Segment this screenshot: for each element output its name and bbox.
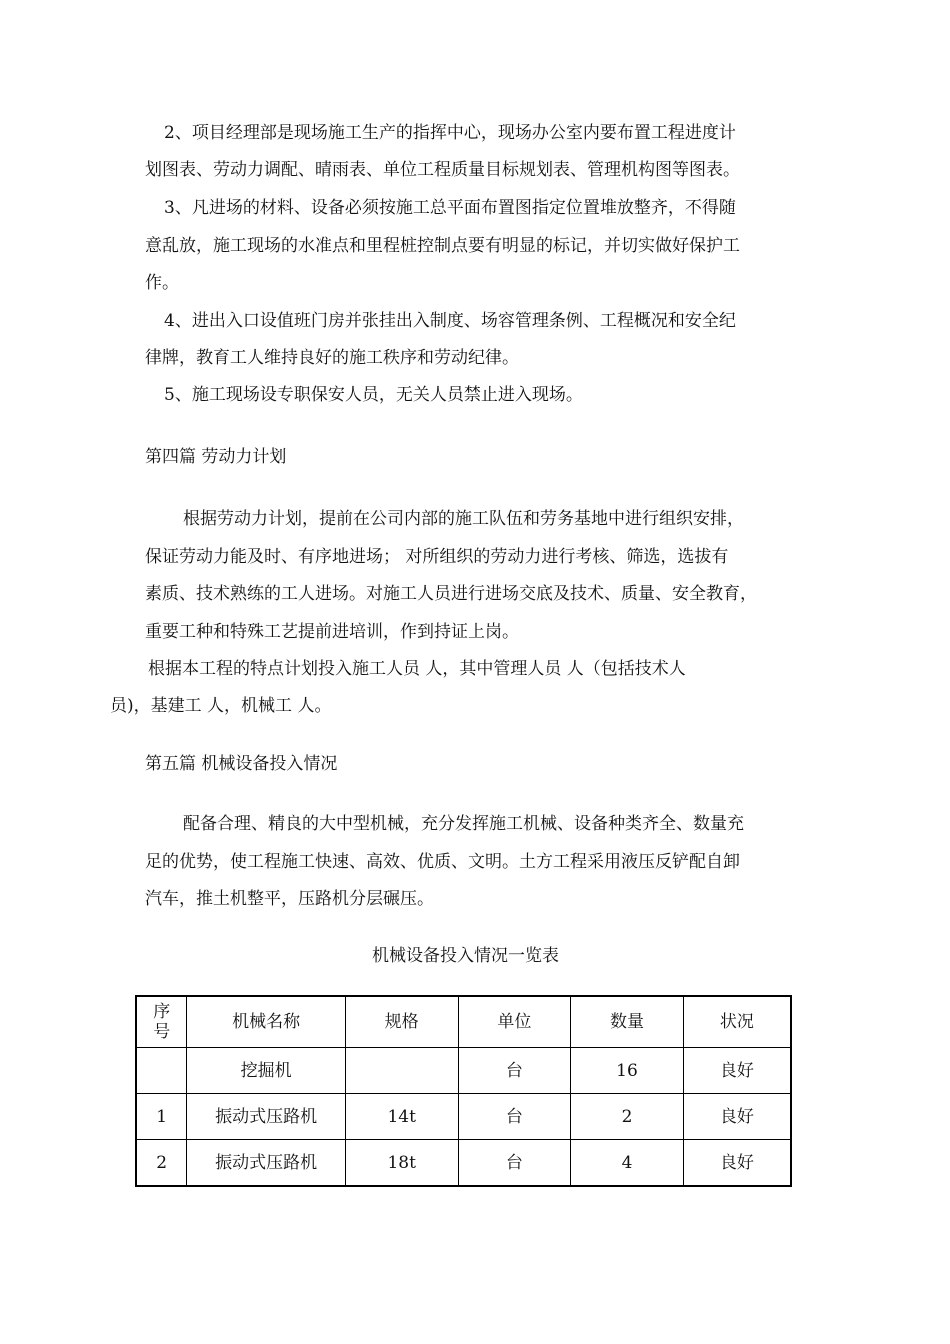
text-line: 5、施工现场设专职保安人员，无关人员禁止进入现场。	[164, 385, 583, 405]
cell-spec: 18t	[345, 1140, 458, 1187]
text-line: 素质、技术熟练的工人进场。对施工人员进行进场交底及技术、质量、安全教育，	[145, 584, 757, 604]
cell-name: 挖掘机	[187, 1048, 345, 1094]
text-line: 汽车，推土机整平，压路机分层碾压。	[145, 889, 434, 909]
text-line: 第五篇 机械设备投入情况	[145, 754, 338, 774]
table-header-row	[136, 996, 791, 1048]
header-name: 机械名称	[187, 996, 345, 1048]
header-seq	[136, 996, 187, 1048]
header-seq-top: 序	[153, 1002, 171, 1022]
equipment-table	[135, 995, 792, 1187]
text-line: 配备合理、精良的大中型机械，充分发挥施工机械、设备种类齐全、数量充	[183, 814, 744, 834]
cell-status: 良好	[683, 1048, 791, 1094]
text-line: 重要工种和特殊工艺提前进培训，作到持证上岗。	[145, 622, 519, 642]
cell-unit: 台	[458, 1094, 571, 1140]
cell-spec	[345, 1048, 458, 1094]
header-seq-bottom: 号	[153, 1022, 171, 1042]
text-line: 律牌，教育工人维持良好的施工秩序和劳动纪律。	[145, 348, 519, 368]
cell-unit: 台	[458, 1140, 571, 1187]
cell-seq: 1	[136, 1094, 187, 1140]
cell-status: 良好	[683, 1140, 791, 1187]
cell-seq	[136, 1048, 187, 1094]
table-row	[136, 1094, 791, 1140]
header-status: 状况	[683, 996, 791, 1048]
text-line: 3、凡进场的材料、设备必须按施工总平面布置图指定位置堆放整齐，不得随	[164, 198, 736, 218]
cell-qty: 4	[571, 1140, 684, 1187]
cell-status: 良好	[683, 1094, 791, 1140]
cell-qty: 16	[571, 1048, 684, 1094]
text-line: 根据劳动力计划，提前在公司内部的施工队伍和劳务基地中进行组织安排，	[183, 509, 744, 529]
header-qty: 数量	[571, 996, 684, 1048]
text-line: 足的优势，使工程施工快速、高效、优质、文明。土方工程采用液压反铲配自卸	[145, 852, 740, 872]
text-line: 4、进出入口设值班门房并张挂出入制度、场容管理条例、工程概况和安全纪	[164, 311, 736, 331]
text-line: 作。	[145, 273, 179, 293]
text-line: 保证劳动力能及时、有序地进场； 对所组织的劳动力进行考核、筛选，选拔有	[145, 547, 729, 567]
text-line: 员)，基建工 人，机械工 人。	[110, 696, 332, 716]
text-line: 意乱放，施工现场的水准点和里程桩控制点要有明显的标记，并切实做好保护工	[145, 236, 740, 256]
cell-spec: 14t	[345, 1094, 458, 1140]
cell-seq: 2	[136, 1140, 187, 1187]
table-caption: 机械设备投入情况一览表	[372, 946, 559, 966]
header-unit: 单位	[458, 996, 571, 1048]
cell-name: 振动式压路机	[187, 1094, 345, 1140]
text-line: 划图表、劳动力调配、晴雨表、单位工程质量目标规划表、管理机构图等图表。	[145, 160, 740, 180]
text-line: 第四篇 劳动力计划	[145, 447, 287, 467]
text-line: 2、项目经理部是现场施工生产的指挥中心，现场办公室内要布置工程进度计	[164, 123, 736, 143]
cell-name: 振动式压路机	[187, 1140, 345, 1187]
table-row	[136, 1048, 791, 1094]
table-row	[136, 1140, 791, 1187]
cell-qty: 2	[571, 1094, 684, 1140]
header-spec: 规格	[345, 996, 458, 1048]
text-line: 根据本工程的特点计划投入施工人员 人，其中管理人员 人（包括技术人	[148, 659, 686, 679]
cell-unit: 台	[458, 1048, 571, 1094]
